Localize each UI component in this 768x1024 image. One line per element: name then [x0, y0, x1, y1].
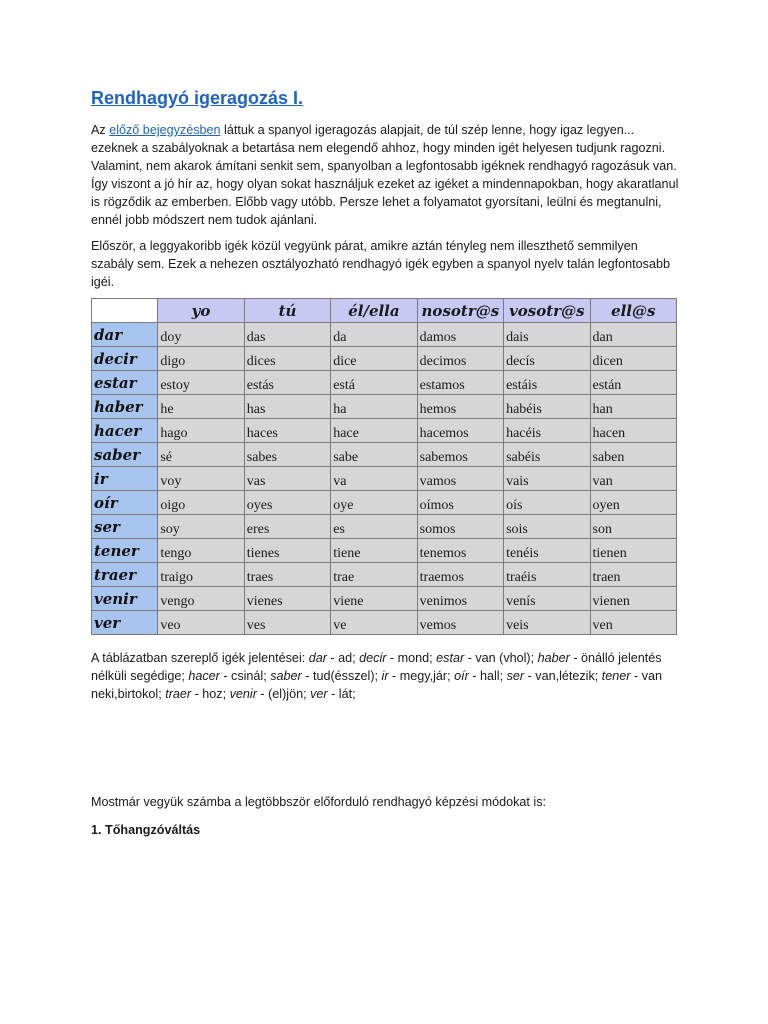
conjugated-form-cell: voy: [158, 467, 244, 491]
conjugated-form-cell: estás: [244, 371, 330, 395]
table-row: [92, 515, 677, 539]
meaning-verb: oír: [454, 669, 469, 683]
verb-cell: venir: [92, 587, 158, 611]
conjugated-form-cell: he: [158, 395, 244, 419]
verb-cell: haber: [92, 395, 158, 419]
conjugated-form-cell: dices: [244, 347, 330, 371]
conjugated-form-cell: sé: [158, 443, 244, 467]
meaning-text: - megy,jár;: [388, 669, 455, 683]
conjugated-form-cell: doy: [158, 323, 244, 347]
table-header-row: [92, 299, 677, 323]
meaning-text: - (el)jön;: [256, 687, 311, 701]
conjugated-form-cell: tienen: [590, 539, 676, 563]
table-row: [92, 419, 677, 443]
conjugated-form-cell: sabéis: [504, 443, 590, 467]
conjugated-form-cell: has: [244, 395, 330, 419]
meaning-verb: decir: [359, 651, 387, 665]
conjugated-form-cell: habéis: [504, 395, 590, 419]
verb-cell: ser: [92, 515, 158, 539]
conjugated-form-cell: oímos: [417, 491, 503, 515]
conjugated-form-cell: decís: [504, 347, 590, 371]
conjugated-form-cell: vienen: [590, 587, 676, 611]
conjugated-form-cell: traigo: [158, 563, 244, 587]
section-heading-stem-change: 1. Tőhangzóváltás: [91, 823, 201, 837]
conjugated-form-cell: traemos: [417, 563, 503, 587]
meaning-verb: saber: [270, 669, 302, 683]
conjugated-form-cell: ven: [590, 611, 676, 635]
verb-cell: saber: [92, 443, 158, 467]
table-row: [92, 347, 677, 371]
paragraph-common-verbs: Először, a leggyakoribb igék közül vegyünk párat, amikre aztán tényleg nem illeszthető semmilyen szabály sem. Ezek a nehezen osztályozható rendhagyó igék egyben a spanyol nyelv talán legfontosabb igéi.: [91, 239, 670, 289]
verb-cell: ver: [92, 611, 158, 635]
previous-post-link[interactable]: előző bejegyzésben: [109, 123, 221, 137]
column-header: nosotr@s: [417, 299, 503, 323]
conjugated-form-cell: ha: [331, 395, 417, 419]
conjugated-form-cell: va: [331, 467, 417, 491]
conjugated-form-cell: digo: [158, 347, 244, 371]
conjugated-form-cell: vengo: [158, 587, 244, 611]
column-header: ell@s: [590, 299, 676, 323]
conjugated-form-cell: sabes: [244, 443, 330, 467]
table-row: [92, 371, 677, 395]
meanings-lead: A táblázatban szereplő igék jelentései:: [91, 651, 309, 665]
meaning-text: - önálló jelentés nélküli segédige;: [91, 651, 662, 683]
conjugated-form-cell: saben: [590, 443, 676, 467]
conjugated-form-cell: dicen: [590, 347, 676, 371]
conjugated-form-cell: oís: [504, 491, 590, 515]
meaning-verb: venir: [229, 687, 257, 701]
conjugated-form-cell: hago: [158, 419, 244, 443]
meaning-verb: ir: [381, 669, 389, 683]
verb-cell: dar: [92, 323, 158, 347]
intro-text-rest: láttuk a spanyol igeragozás alapjait, de túl szép lenne, hogy igaz legyen... ezeknek a szabályoknak a betartása nem elegendő ahhoz, hogy minden igét helyesen tudjunk ragozni. Valamint, nem akarok ámítani senkit sem, spanyolban a legfontosabb igéknek rendhagyó ragozásuk van. Így viszont a jó hír az, hogy olyan sokat használjuk ezeket az igéket a mindennapokban, hogy akaratlanul is rögződik az emberben. Előbb vagy utóbb. Persze lehet a folyamatot gyorsítani, leülni és megtanulni, ennél jobb módszert nem tudok ajánlani.: [91, 123, 679, 227]
conjugated-form-cell: ve: [331, 611, 417, 635]
conjugated-form-cell: tenemos: [417, 539, 503, 563]
column-header: tú: [244, 299, 330, 323]
meaning-verb: dar: [308, 651, 327, 665]
conjugated-form-cell: somos: [417, 515, 503, 539]
conjugated-form-cell: han: [590, 395, 676, 419]
table-row: [92, 443, 677, 467]
meaning-verb: estar: [436, 651, 465, 665]
meaning-text: - van neki,birtokol;: [91, 669, 662, 701]
meaning-verb: traer: [165, 687, 192, 701]
conjugated-form-cell: traes: [244, 563, 330, 587]
conjugated-form-cell: veo: [158, 611, 244, 635]
meaning-verb: ver: [310, 687, 328, 701]
meaning-verb: ser: [506, 669, 525, 683]
conjugated-form-cell: tienes: [244, 539, 330, 563]
verb-cell: ir: [92, 467, 158, 491]
meaning-verb: hacer: [188, 669, 220, 683]
conjugated-form-cell: estáis: [504, 371, 590, 395]
conjugated-form-cell: damos: [417, 323, 503, 347]
table-row: [92, 587, 677, 611]
table-corner: [92, 299, 158, 323]
meaning-text: - lát;: [327, 687, 356, 701]
table-row: [92, 539, 677, 563]
irregular-forms-intro: Mostmár vegyük számba a legtöbbször előforduló rendhagyó képzési módokat is:: [91, 795, 547, 809]
conjugation-table: [91, 298, 677, 635]
conjugated-form-cell: hacemos: [417, 419, 503, 443]
conjugated-form-cell: oye: [331, 491, 417, 515]
conjugated-form-cell: venís: [504, 587, 590, 611]
meaning-verb: haber: [537, 651, 570, 665]
meaning-text: - mond;: [386, 651, 437, 665]
conjugated-form-cell: viene: [331, 587, 417, 611]
conjugated-form-cell: soy: [158, 515, 244, 539]
conjugated-form-cell: estoy: [158, 371, 244, 395]
table-row: [92, 323, 677, 347]
meaning-verb: tener: [601, 669, 631, 683]
conjugated-form-cell: dais: [504, 323, 590, 347]
verb-meanings-paragraph: [91, 649, 681, 703]
table-row: [92, 611, 677, 635]
page-title: Rendhagyó igeragozás I.: [91, 88, 304, 108]
conjugated-form-cell: oyen: [590, 491, 676, 515]
conjugated-form-cell: hemos: [417, 395, 503, 419]
conjugated-form-cell: traéis: [504, 563, 590, 587]
conjugated-form-cell: da: [331, 323, 417, 347]
conjugated-form-cell: son: [590, 515, 676, 539]
conjugated-form-cell: sabe: [331, 443, 417, 467]
conjugated-form-cell: das: [244, 323, 330, 347]
conjugated-form-cell: oigo: [158, 491, 244, 515]
conjugated-form-cell: vemos: [417, 611, 503, 635]
meaning-text: - tud(ésszel);: [301, 669, 382, 683]
verb-cell: hacer: [92, 419, 158, 443]
column-header: vosotr@s: [504, 299, 590, 323]
conjugated-form-cell: venimos: [417, 587, 503, 611]
column-header: yo: [158, 299, 244, 323]
conjugated-form-cell: dan: [590, 323, 676, 347]
table-body: [92, 323, 677, 635]
meaning-text: - van (vhol);: [464, 651, 538, 665]
conjugated-form-cell: vas: [244, 467, 330, 491]
conjugated-form-cell: oyes: [244, 491, 330, 515]
verb-cell: oír: [92, 491, 158, 515]
conjugated-form-cell: decimos: [417, 347, 503, 371]
conjugated-form-cell: hacéis: [504, 419, 590, 443]
verb-cell: estar: [92, 371, 158, 395]
column-header: él/ella: [331, 299, 417, 323]
meaning-text: - van,létezik;: [524, 669, 602, 683]
conjugated-form-cell: vienes: [244, 587, 330, 611]
conjugated-form-cell: tengo: [158, 539, 244, 563]
table-row: [92, 491, 677, 515]
conjugated-form-cell: es: [331, 515, 417, 539]
conjugated-form-cell: hace: [331, 419, 417, 443]
verb-cell: decir: [92, 347, 158, 371]
table-row: [92, 395, 677, 419]
conjugated-form-cell: eres: [244, 515, 330, 539]
conjugated-form-cell: traen: [590, 563, 676, 587]
conjugated-form-cell: vais: [504, 467, 590, 491]
conjugated-form-cell: sabemos: [417, 443, 503, 467]
meaning-text: - ad;: [326, 651, 360, 665]
conjugated-form-cell: vamos: [417, 467, 503, 491]
meaning-text: - hall;: [468, 669, 507, 683]
conjugated-form-cell: veis: [504, 611, 590, 635]
meaning-text: - csinál;: [219, 669, 271, 683]
intro-paragraph: [91, 121, 681, 229]
conjugated-form-cell: están: [590, 371, 676, 395]
meaning-text: - hoz;: [191, 687, 230, 701]
conjugated-form-cell: van: [590, 467, 676, 491]
table-row: [92, 467, 677, 491]
conjugated-form-cell: sois: [504, 515, 590, 539]
conjugated-form-cell: ves: [244, 611, 330, 635]
table-row: [92, 563, 677, 587]
conjugated-form-cell: estamos: [417, 371, 503, 395]
verb-cell: traer: [92, 563, 158, 587]
conjugated-form-cell: dice: [331, 347, 417, 371]
conjugated-form-cell: tenéis: [504, 539, 590, 563]
verb-cell: tener: [92, 539, 158, 563]
conjugated-form-cell: hacen: [590, 419, 676, 443]
intro-text-start: Az: [91, 123, 110, 137]
conjugated-form-cell: está: [331, 371, 417, 395]
conjugated-form-cell: trae: [331, 563, 417, 587]
conjugated-form-cell: tiene: [331, 539, 417, 563]
conjugated-form-cell: haces: [244, 419, 330, 443]
